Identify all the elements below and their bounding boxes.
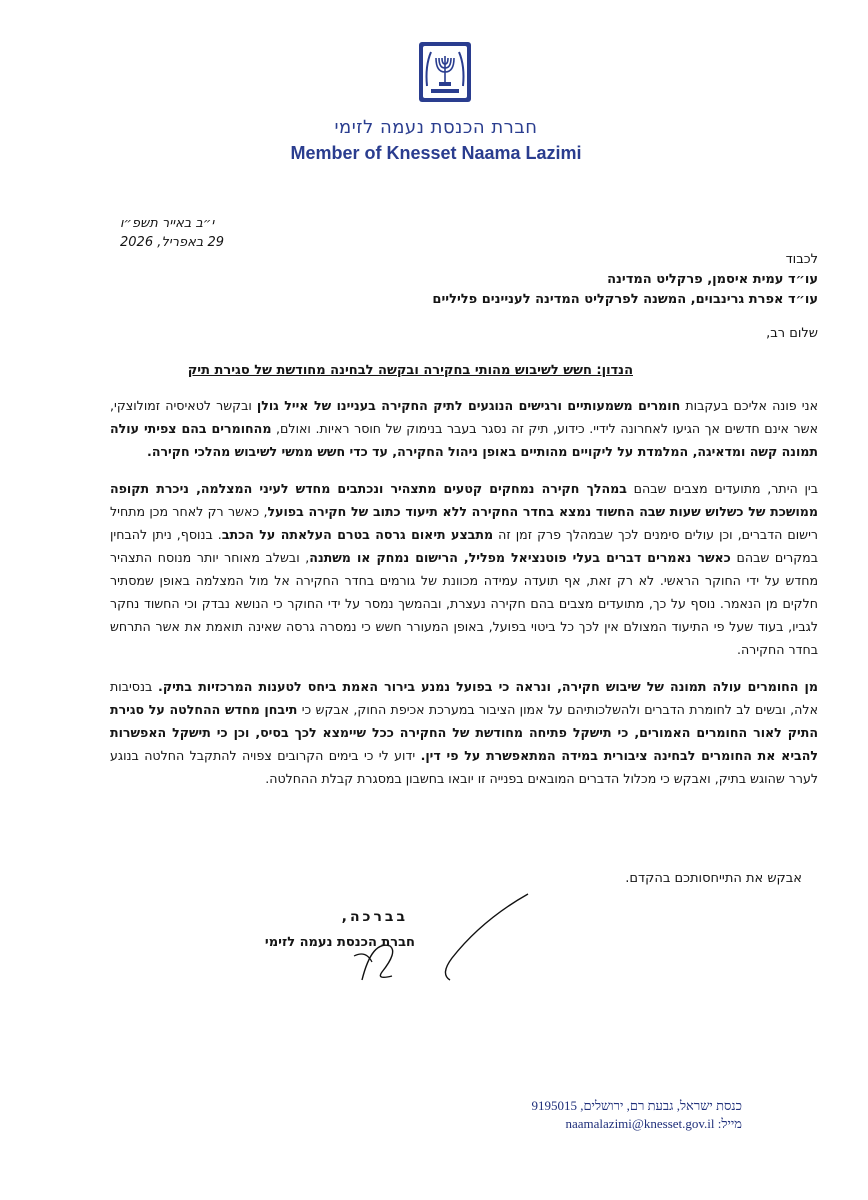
bold-run: חומרים משמעותיים ורגישים הנוגעים לתיק החקירה בעניינו של אייל גולן — [256, 398, 681, 413]
letter-page — [12, 0, 860, 1200]
footer-contact — [482, 1097, 742, 1133]
email-address: naamalazimi@knesset.gov.il — [565, 1116, 715, 1131]
bold-run: מן החומרים עולה תמונה של שיבוש חקירה, ונראה כי בפועל נמנע בירור האמת ביחס לטענות המרכזיות בתיק. — [158, 679, 818, 694]
greeting: שלום רב, — [766, 326, 818, 341]
bold-run: כאשר נאמרים דברים בעלי פוטנציאל מפליל, הרישום נמחק או משתנה — [309, 550, 731, 565]
text-run: בין היתר, מתועדים מצבים שבהם — [626, 481, 818, 496]
text-run: , ובשלב מאוחר יותר מנוסח התצהיר מחדש על ידי החוקר הראשי. לא רק זאת, אף תועדה עמידה מכוונת של גורמים בחדר החקירה אל מול המצלמה באופן שמסתיר חלקים מן הנאמר. נוסף על כך, מתועדים מצבים בהם חקירה נעצרת, ובהמשך נמסר על ידי החוקר כי הנושא נבדק וכי החשוד נחקר לגביו, בעוד שעל פי התיעוד המצולם אין לכך כל ביטוי בפועל, באופן המעורר חשש כי נמסרה גרסה שאינה תואמת את אשר התרחש בחדר החקירה. — [110, 550, 818, 657]
bold-run: מהחומרים בהם צפיתי עולה תמונה קשה ומדאיגה, המלמדת על ליקויים מהותיים באופן ניהול החקירה, עד כדי חשש ממשי לשיבוש מהלכי חקירה. — [110, 421, 818, 459]
member-name-hebrew: חברת הכנסת נעמה לזימי — [334, 117, 538, 138]
member-name-english: Member of Knesset Naama Lazimi — [290, 143, 582, 163]
recipient-line-2: עו״ד אפרת גרינבוים, המשנה לפרקליט המדינה לעניינים פליליים — [432, 292, 818, 307]
recipient-address — [298, 250, 818, 310]
bold-run: תיבחן מחדש ההחלטה על סגירת התיק לאור החומרים האמורים, כי תישקל פתיחה מחודשת של החקירה ככל שיימצא לכך בסיס, וכן כי תישקל האפשרות להביא את החומרים לבחינה ציבורית במידה המתאפשרת על פי דין. — [110, 702, 818, 763]
email-label: מייל: — [717, 1116, 742, 1131]
state-emblem-menorah-icon — [417, 40, 473, 104]
bold-run: מתבצע תיאום גרסה בטרם העלאתה על הכתב — [221, 527, 494, 542]
bold-run: במהלך חקירה נמחקים קטעים מתצהיר ונכתבים מחדש לעיני המצלמה, ניכרת תקופה ממושכת של כשלוש שעות שבה החשוד נמצא בחדר החקירה ללא תיעוד כתוב של חקירה בפועל — [110, 481, 818, 519]
text-run: ידוע לי כי בימים הקרובים צפויה להתקבל החלטה בנוגע לערר שהוגש בתיק, ואבקש כי מכלול הדברים המובאים בפנייה זו יובאו בחשבון במסגרת קבלת ההחלטה. — [110, 748, 818, 786]
recipient-line-1: עו״ד עמית איסמן, פרקליט המדינה — [607, 272, 818, 287]
letter-date — [120, 214, 320, 252]
hebrew-date: י״ב באייר תשפ״ו — [120, 216, 215, 231]
gregorian-date: 29 באפריל, 2026 — [120, 235, 224, 250]
footer-address: כנסת ישראל, גבעת רם, ירושלים, 9195015 — [531, 1098, 742, 1113]
text-run: . בנוסף, ניתן להבחין במקרים שבהם — [110, 527, 818, 565]
letter-body — [110, 394, 818, 804]
footer-email-line — [482, 1115, 742, 1133]
signature-blessing: בברכה, — [341, 909, 408, 925]
closing-line: אבקש את התייחסותכם בהקדם. — [625, 871, 802, 886]
text-run: ובקשר לטאיסיה זמולוצקי, אשר אינם חדשים אך הגיעו לאחרונה לידיי. כידוע, תיק זה נסגר בעבר בנימוק של חוסר ראיות. ואולם, — [110, 398, 818, 436]
text-run: , כאשר רק לאחר מכן מתחיל רישום הדברים, וכן עולים סימנים לכך שבמהלך פרק זמן זה — [110, 504, 818, 542]
text-run: אני פונה אליכם בעקבות — [680, 398, 819, 413]
paragraph-2 — [110, 477, 818, 661]
paragraph-1 — [110, 394, 818, 463]
salutation: לכבוד — [785, 252, 818, 267]
letter-subject: הנדון: חשש לשיבוש מהותי בחקירה ובקשה לבחינה מחודשת של סגירת תיק — [187, 363, 633, 378]
paragraph-3 — [110, 675, 818, 790]
signature-name: חברת הכנסת נעמה לזימי — [264, 935, 415, 950]
text-run: בנסיבות אלה, ובשים לב לחומרת הדברים ולהשלכותיהם על אמון הציבור במערכת אכיפת החוק, אבקש כי — [110, 679, 818, 717]
